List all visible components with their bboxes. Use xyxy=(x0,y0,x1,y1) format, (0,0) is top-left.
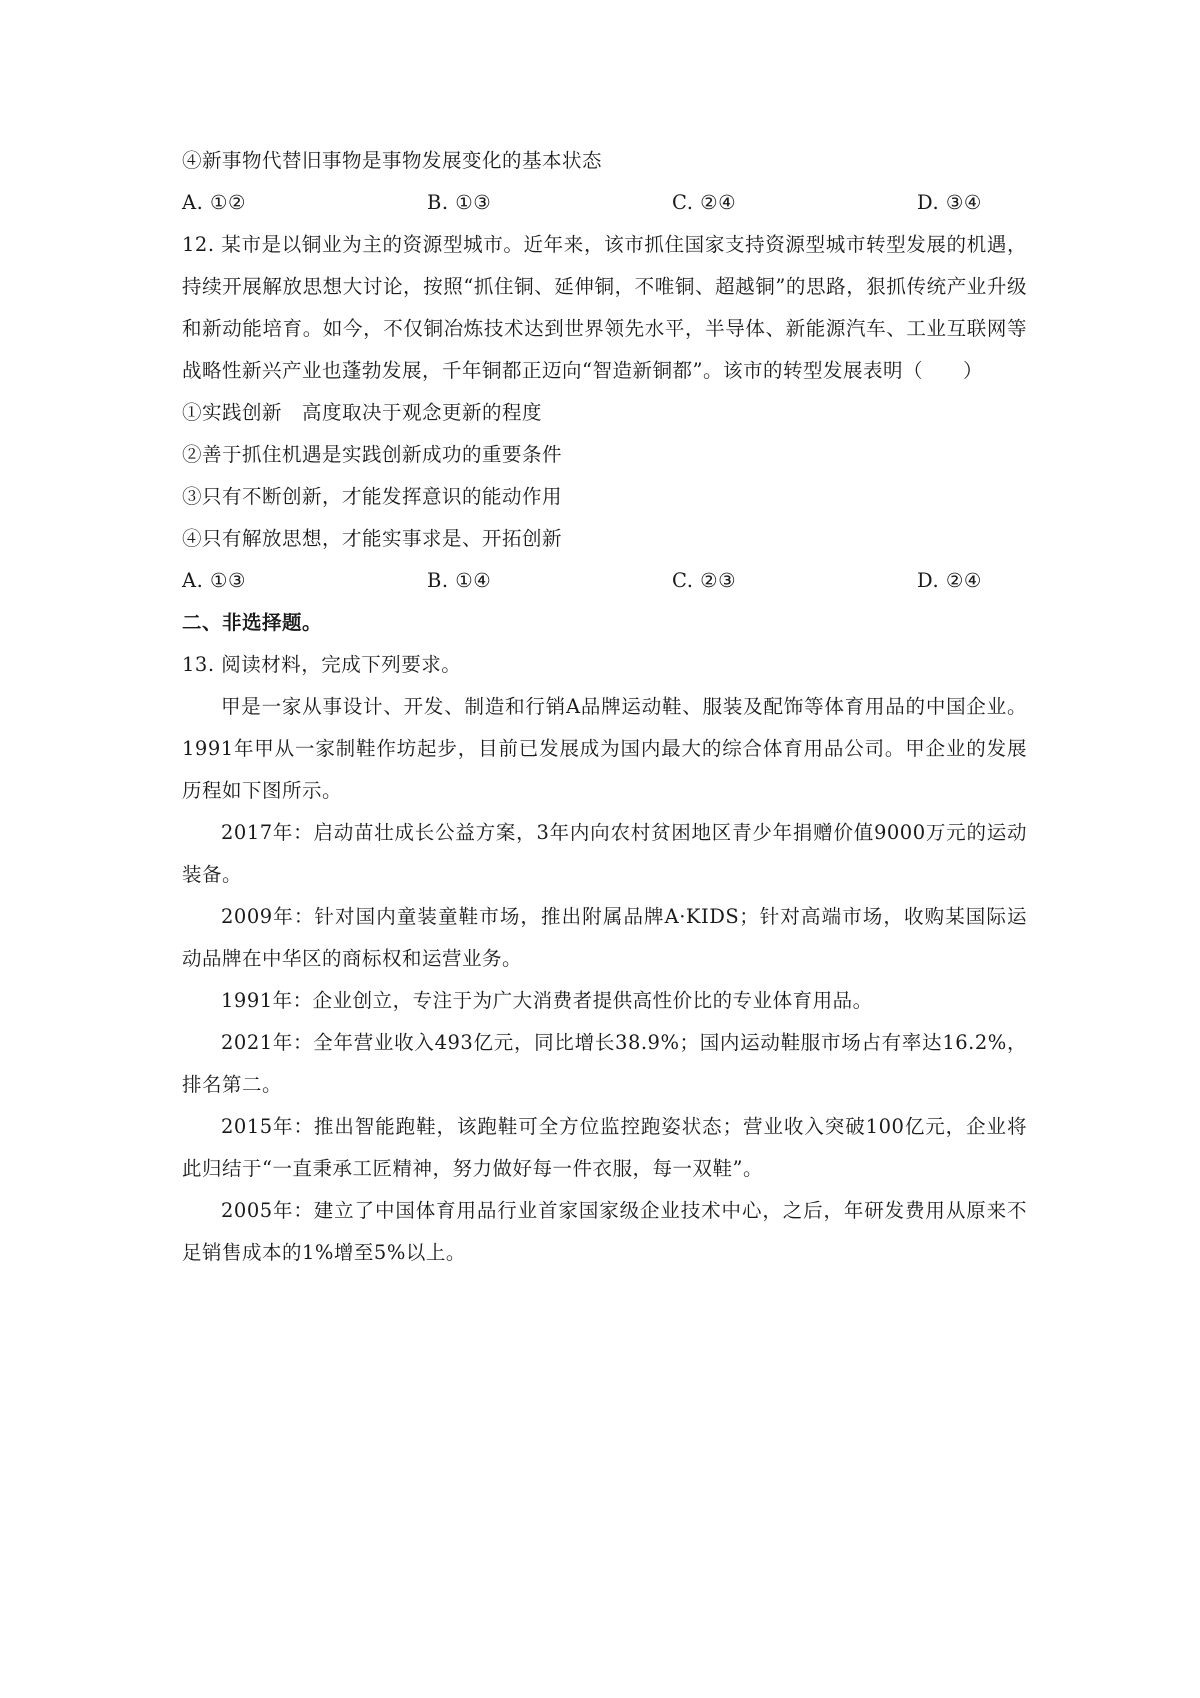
q11-option-b: B. ①③ xyxy=(427,191,492,214)
q12-option-a: A. ①③ xyxy=(182,569,246,592)
q11-statement-4: ④新事物代替旧事物是事物发展变化的基本状态 xyxy=(182,149,603,172)
q13-event-2015: 2015年：推出智能跑鞋，该跑鞋可全方位监控跑姿状态；营业收入突破100亿元，企业将此归结于“一直秉承工匠精神，努力做好每一件衣服，每一双鞋”。 xyxy=(182,1115,1027,1180)
section-title: 二、非选择题。 xyxy=(182,611,323,634)
q12-option-c: C. ②③ xyxy=(672,569,737,592)
q13-event-2017: 2017年：启动苗壮成长公益方案，3年内向农村贫困地区青少年捐赠价值9000万元的运动装备。 xyxy=(182,821,1027,886)
document-content xyxy=(182,140,1027,1274)
q13-event-1991: 1991年：企业创立，专注于为广大消费者提供高性价比的专业体育用品。 xyxy=(221,989,873,1012)
q12-option-b: B. ①④ xyxy=(427,569,492,592)
q12-stem: 12. 某市是以铜业为主的资源型城市。近年来，该市抓住国家支持资源型城市转型发展的机遇，持续开展解放思想大讨论，按照“抓住铜、延伸铜，不唯铜、超越铜”的思路，狠抓传统产业升级和新动能培育。如今，不仅铜冶炼技术达到世界领先水平，半导体、新能源汽车、工业互联网等战略性新兴产业也蓬勃发展，千年铜都正迈向“智造新铜都”。该市的转型发展表明（ ） xyxy=(182,233,1027,382)
q11-option-a: A. ①② xyxy=(182,191,246,214)
q12-option-d: D. ②④ xyxy=(917,569,982,592)
q13-stem: 13. 阅读材料，完成下列要求。 xyxy=(182,653,462,676)
q11-option-d: D. ③④ xyxy=(917,191,982,214)
q13-event-2005: 2005年：建立了中国体育用品行业首家国家级企业技术中心，之后，年研发费用从原来不足销售成本的1%增至5%以上。 xyxy=(182,1199,1027,1264)
q11-option-c: C. ②④ xyxy=(672,191,737,214)
q11-options xyxy=(182,182,1027,224)
q12-options xyxy=(182,560,1027,602)
q12-statement-2: ②善于抓住机遇是实践创新成功的重要条件 xyxy=(182,443,563,466)
q13-intro-paragraph: 甲是一家从事设计、开发、制造和行销A品牌运动鞋、服装及配饰等体育用品的中国企业。1991年甲从一家制鞋作坊起步，目前已发展成为国内最大的综合体育用品公司。甲企业的发展历程如下图所示。 xyxy=(182,695,1027,802)
q13-event-2009: 2009年：针对国内童装童鞋市场，推出附属品牌A·KIDS；针对高端市场，收购某国际运动品牌在中华区的商标权和运营业务。 xyxy=(182,905,1027,970)
q12-statement-3: ③只有不断创新，才能发挥意识的能动作用 xyxy=(182,485,563,508)
q12-statement-4: ④只有解放思想，才能实事求是、开拓创新 xyxy=(182,527,563,550)
q12-statement-1: ①实践创新 高度取决于观念更新的程度 xyxy=(182,401,543,424)
q13-event-2021: 2021年：全年营业收入493亿元，同比增长38.9%；国内运动鞋服市场占有率达16.2%，排名第二。 xyxy=(182,1031,1027,1096)
